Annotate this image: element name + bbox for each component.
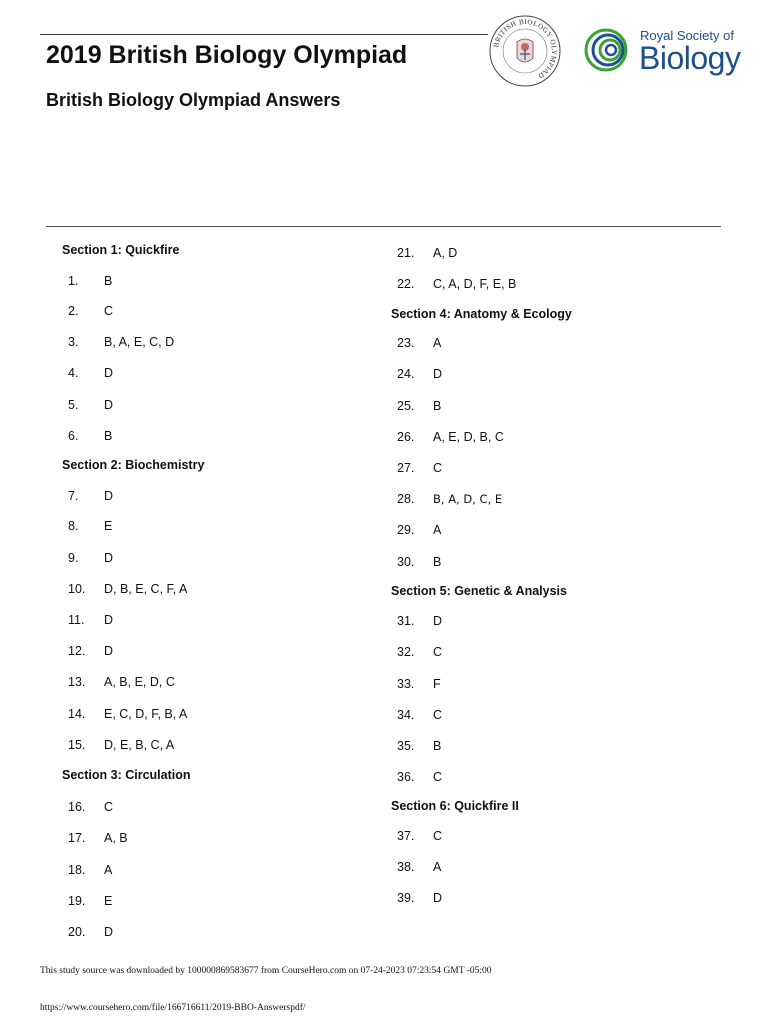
answer-value: C [433,645,443,659]
question-number: 14. [68,707,86,721]
question-number: 19. [68,894,86,908]
question-number: 25. [397,399,415,413]
answer-value: A [104,863,113,877]
section-heading: Section 2: Biochemistry [62,458,205,472]
source-url: https://www.coursehero.com/file/166716611/2019-BBO-Answerspdf/ [40,1003,306,1013]
question-number: 37. [397,829,415,843]
question-number: 15. [68,738,86,752]
bbo-seal-logo [488,14,562,88]
answer-value: A, E, D, B, C [433,430,504,444]
section-heading: Section 6: Quickfire II [391,799,519,813]
answer-value: D [104,366,114,380]
rsb-logo [582,22,752,82]
answer-value: A, B [104,831,128,845]
question-number: 21. [397,246,415,260]
answer-value: A, B, E, D, C [104,675,175,689]
download-notice: This study source was downloaded by 100000869583677 from CourseHero.com on 07-24-2023 07:23:54 GMT -05:00 [40,966,492,976]
answer-value: B [433,399,442,413]
question-number: 39. [397,891,415,905]
question-number: 4. [68,366,79,380]
question-number: 22. [397,277,415,291]
answer-value: A [433,336,442,350]
answer-value: C [104,304,114,318]
answer-value: B [433,739,442,753]
answer-value: D [104,925,114,939]
question-number: 10. [68,582,86,596]
question-number: 5. [68,398,79,412]
answer-value: A, D [433,246,458,260]
rsb-text-line1: Royal Society of [640,28,734,43]
question-number: 23. [397,336,415,350]
answer-value: A [433,860,442,874]
section-heading: Section 3: Circulation [62,768,191,782]
question-number: 33. [397,677,415,691]
question-number: 34. [397,708,415,722]
question-number: 31. [397,614,415,628]
question-number: 35. [397,739,415,753]
question-number: 38. [397,860,415,874]
answer-value: D [104,398,114,412]
answer-value: D [433,891,443,905]
question-number: 18. [68,863,86,877]
answer-value: F [433,677,441,691]
question-number: 1. [68,274,79,288]
seal-text: BRITISH BIOLOGY OLYMPIAD [492,17,559,81]
question-number: 36. [397,770,415,784]
question-number: 17. [68,831,86,845]
answer-value: C [433,461,443,475]
question-number: 12. [68,644,86,658]
question-number: 9. [68,551,79,565]
answer-value: C [104,800,114,814]
section-heading: Section 1: Quickfire [62,243,180,257]
question-number: 2. [68,304,79,318]
answer-value: B [104,274,113,288]
question-number: 27. [397,461,415,475]
answer-value: C [433,770,443,784]
answer-value: B, A, D, C, E [433,492,503,506]
answer-value: C, A, D, F, E, B [433,277,517,291]
question-number: 6. [68,429,79,443]
page-title: 2019 British Biology Olympiad [46,41,408,69]
question-number: 30. [397,555,415,569]
page-subtitle: British Biology Olympiad Answers [46,90,341,110]
question-number: 28. [397,492,415,506]
section-heading: Section 5: Genetic & Analysis [391,584,567,598]
question-number: 3. [68,335,79,349]
answer-value: D [433,614,443,628]
answer-value: C [433,708,443,722]
answer-value: E, C, D, F, B, A [104,707,188,721]
section-divider [46,226,721,227]
answer-value: E [104,519,113,533]
answer-value: D, B, E, C, F, A [104,582,188,596]
rsb-text-line2: Biology [639,40,741,76]
section-heading: Section 4: Anatomy & Ecology [391,307,572,321]
answer-value: C [433,829,443,843]
answer-value: D, E, B, C, A [104,738,175,752]
question-number: 11. [68,613,85,627]
question-number: 8. [68,519,79,533]
answer-value: E [104,894,113,908]
question-number: 24. [397,367,415,381]
header-rule [40,34,488,35]
question-number: 20. [68,925,86,939]
question-number: 7. [68,489,79,503]
rsb-rings-icon [582,24,634,76]
answer-value: D [104,644,114,658]
question-number: 29. [397,523,415,537]
question-number: 13. [68,675,86,689]
question-number: 16. [68,800,86,814]
answer-value: B [104,429,113,443]
answer-value: D [104,489,114,503]
answer-value: D [104,551,114,565]
answer-value: B, A, E, C, D [104,335,175,349]
question-number: 32. [397,645,415,659]
answer-value: D [104,613,114,627]
answer-value: B [433,555,442,569]
answer-value: A [433,523,442,537]
answer-value: D [433,367,443,381]
question-number: 26. [397,430,415,444]
